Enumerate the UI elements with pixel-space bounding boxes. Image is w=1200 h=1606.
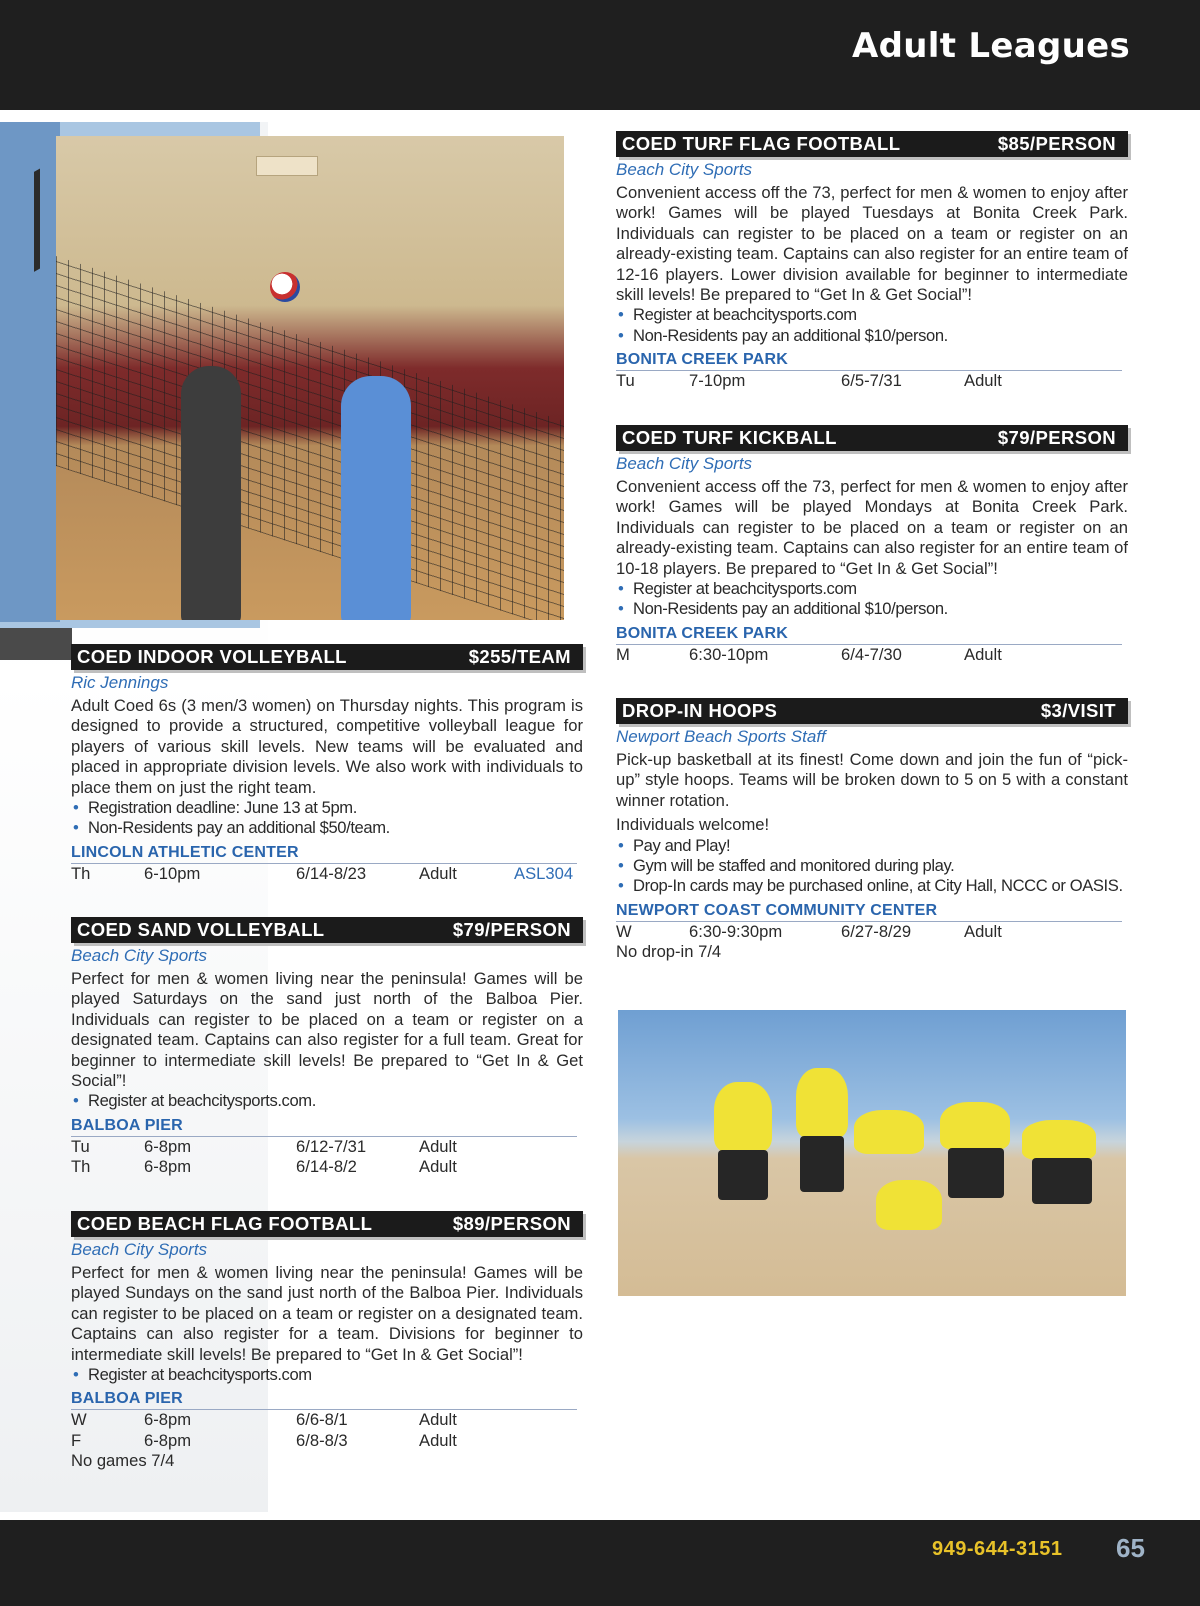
age-group: Adult [419,1136,457,1156]
bullet-item: • Register at beachcitysports.com. [71,1091,583,1111]
section-drop-in-hoops [616,698,1128,962]
course-code: ASL304 [514,863,574,883]
schedule-note: No games 7/4 [71,1451,175,1471]
dates: 6/14-8/2 [296,1157,357,1177]
dates: 6/14-8/23 [296,863,367,883]
instructor: Ric Jennings [71,673,169,692]
bullet-item: • Register at beachcitysports.com [616,305,1128,325]
player-figure [876,1180,942,1230]
schedule-row [71,1410,583,1430]
dates: 6/12-7/31 [296,1136,367,1156]
time: 7-10pm [689,371,746,391]
day: Tu [616,371,635,391]
time: 6:30-9:30pm [689,921,783,941]
section-header [616,131,1128,157]
bullet-item: • Non-Residents pay an additional $10/person. [616,326,1128,346]
section-title: COED SAND VOLLEYBALL [77,919,325,940]
section-title: COED TURF KICKBALL [622,427,837,448]
time: 6-8pm [144,1410,192,1430]
location-heading: LINCOLN ATHLETIC CENTER [71,843,577,864]
section-price: $85/PERSON [997,133,1116,154]
location-heading: BONITA CREEK PARK [616,350,1122,371]
age-group: Adult [419,863,457,883]
player-figure [341,376,411,620]
bullet-item: • Registration deadline: June 13 at 5pm. [71,798,583,818]
schedule-row [71,1157,583,1177]
player-figure [1022,1120,1096,1160]
day: Th [71,1157,91,1177]
bullet-item: • Gym will be staffed and monitored during play. [616,856,1128,876]
section-title: COED BEACH FLAG FOOTBALL [77,1213,373,1234]
day: W [71,1410,87,1430]
bullet-item: • Non-Residents pay an additional $10/person. [616,599,1128,619]
instructor: Newport Beach Sports Staff [616,727,826,746]
day: M [616,644,630,664]
location-heading: BALBOA PIER [71,1389,577,1410]
description: Convenient access off the 73, perfect for men & women to enjoy after work! Games will be played Tuesdays at Bonita Creek Park. Individuals can register to be placed on a team or register on an already-existing team. Captains can also register for an entire team of 12-16 players. Lower division available for beginner to intermediate skill levels! Be prepared to “Get In & Get Social”! [616,183,1128,305]
bullet-item: • Pay and Play! [616,836,1128,856]
bullet-item: • Register at beachcitysports.com [616,579,1128,599]
player-figure [181,366,241,620]
instructor: Beach City Sports [71,946,208,965]
instructor: Beach City Sports [616,454,753,473]
section-price: $255/TEAM [468,646,571,667]
age-group: Adult [419,1157,457,1177]
description: Perfect for men & women living near the peninsula! Games will be played Saturdays on the sand just north of the Balboa Pier. Individuals can register to be placed on a team or register on a designated team. Captains can also register for a full team. Great for beginner to intermediate skill levels! Be prepared to “Get In & Get Social”! [71,969,583,1091]
day: W [616,921,632,941]
bullet-list [616,305,1128,346]
schedule-row [616,645,1128,665]
dark-decoration-block [0,628,72,660]
section-title: COED TURF FLAG FOOTBALL [622,133,901,154]
section-title: DROP-IN HOOPS [622,700,778,721]
page-footer [0,1520,1200,1606]
bullet-list [616,836,1128,897]
section-price: $89/PERSON [452,1213,571,1234]
volleyball [270,272,300,302]
schedule-row [71,864,583,884]
section-header [71,644,583,670]
indoor-volleyball-photo [56,136,564,620]
age-group: Adult [964,371,1002,391]
location-heading: BALBOA PIER [71,1116,577,1137]
section-sand-volleyball [71,917,583,1178]
player-figure [940,1102,1010,1150]
location-heading: BONITA CREEK PARK [616,624,1122,645]
player-figure [854,1110,924,1154]
instructor: Beach City Sports [616,160,753,179]
age-group: Adult [964,644,1002,664]
instructor: Beach City Sports [71,1240,208,1259]
location-heading: NEWPORT COAST COMMUNITY CENTER [616,901,1122,922]
time: 6-8pm [144,1430,192,1450]
section-beach-flag-football [71,1211,583,1471]
time: 6-8pm [144,1157,192,1177]
volleyball-net [56,256,564,620]
section-header [616,698,1128,724]
player-figure [714,1082,772,1152]
section-price: $3/VISIT [1040,700,1116,721]
schedule-row [71,1137,583,1157]
description: Pick-up basketball at its finest! Come down and join the fun of “pick-up” style hoops. Teams will be broken down to 5 on 5 with a constant winner rotation. [616,750,1128,810]
day: Tu [71,1136,90,1156]
dates: 6/27-8/29 [841,921,912,941]
dates: 6/4-7/30 [841,644,902,664]
schedule-row [616,371,1128,391]
page-title: Adult Leagues [851,26,1130,66]
bullet-item: • Drop-In cards may be purchased online, at City Hall, NCCC or OASIS. [616,876,1128,896]
time: 6-8pm [144,1136,192,1156]
dates: 6/5-7/31 [841,371,902,391]
description: Adult Coed 6s (3 men/3 women) on Thursday nights. This program is designed to provide a structured, competitive volleyball league for players of various skill levels. New teams will be evaluated and placed in appropriate division levels. We also work with individuals to place them on just the right team. [71,696,583,797]
day: F [71,1430,82,1450]
page-header [0,0,1200,110]
age-group: Adult [419,1430,457,1450]
time: 6:30-10pm [689,644,769,664]
section-turf-flag-football [616,131,1128,392]
beach-flag-football-photo [618,1010,1126,1296]
phone-number: 949-644-3151 [932,1538,1063,1560]
description-extra: Individuals welcome! [616,815,770,835]
bullet-item: • Register at beachcitysports.com [71,1365,583,1385]
description: Convenient access off the 73, perfect for men & women to enjoy after work! Games will be played Mondays at Bonita Creek Park. Individuals can register to be placed on a team or register on an already-existing team. Captains can also register for an entire team of 10-18 players. Be prepared to “Get In & Get Social”! [616,477,1128,578]
dates: 6/8-8/3 [296,1430,348,1450]
page-number: 65 [1116,1533,1145,1563]
bullet-item: • Non-Residents pay an additional $50/team. [71,818,583,838]
section-header [71,1211,583,1237]
section-price: $79/PERSON [997,427,1116,448]
time: 6-10pm [144,863,201,883]
dates: 6/6-8/1 [296,1410,348,1430]
section-indoor-volleyball [71,644,583,884]
schedule-row [71,1431,583,1451]
player-figure [796,1068,848,1138]
bullet-list [616,579,1128,620]
section-title: COED INDOOR VOLLEYBALL [77,646,347,667]
bullet-list [71,1091,583,1111]
section-turf-kickball [616,425,1128,665]
age-group: Adult [964,921,1002,941]
day: Th [71,863,91,883]
description: Perfect for men & women living near the peninsula! Games will be played Sundays on the sand just north of the Balboa Pier. Individuals can register to be placed on a team or register on a designated team. Captains can also register for a team. Divisions for beginner to intermediate skill levels! Be prepared to “Get In & Get Social”! [71,1263,583,1364]
schedule-note: No drop-in 7/4 [616,942,722,962]
section-header [616,425,1128,451]
bullet-list [71,798,583,839]
age-group: Adult [419,1410,457,1430]
bullet-list [71,1365,583,1385]
section-price: $79/PERSON [452,919,571,940]
schedule-row [616,922,1128,942]
section-header [71,917,583,943]
